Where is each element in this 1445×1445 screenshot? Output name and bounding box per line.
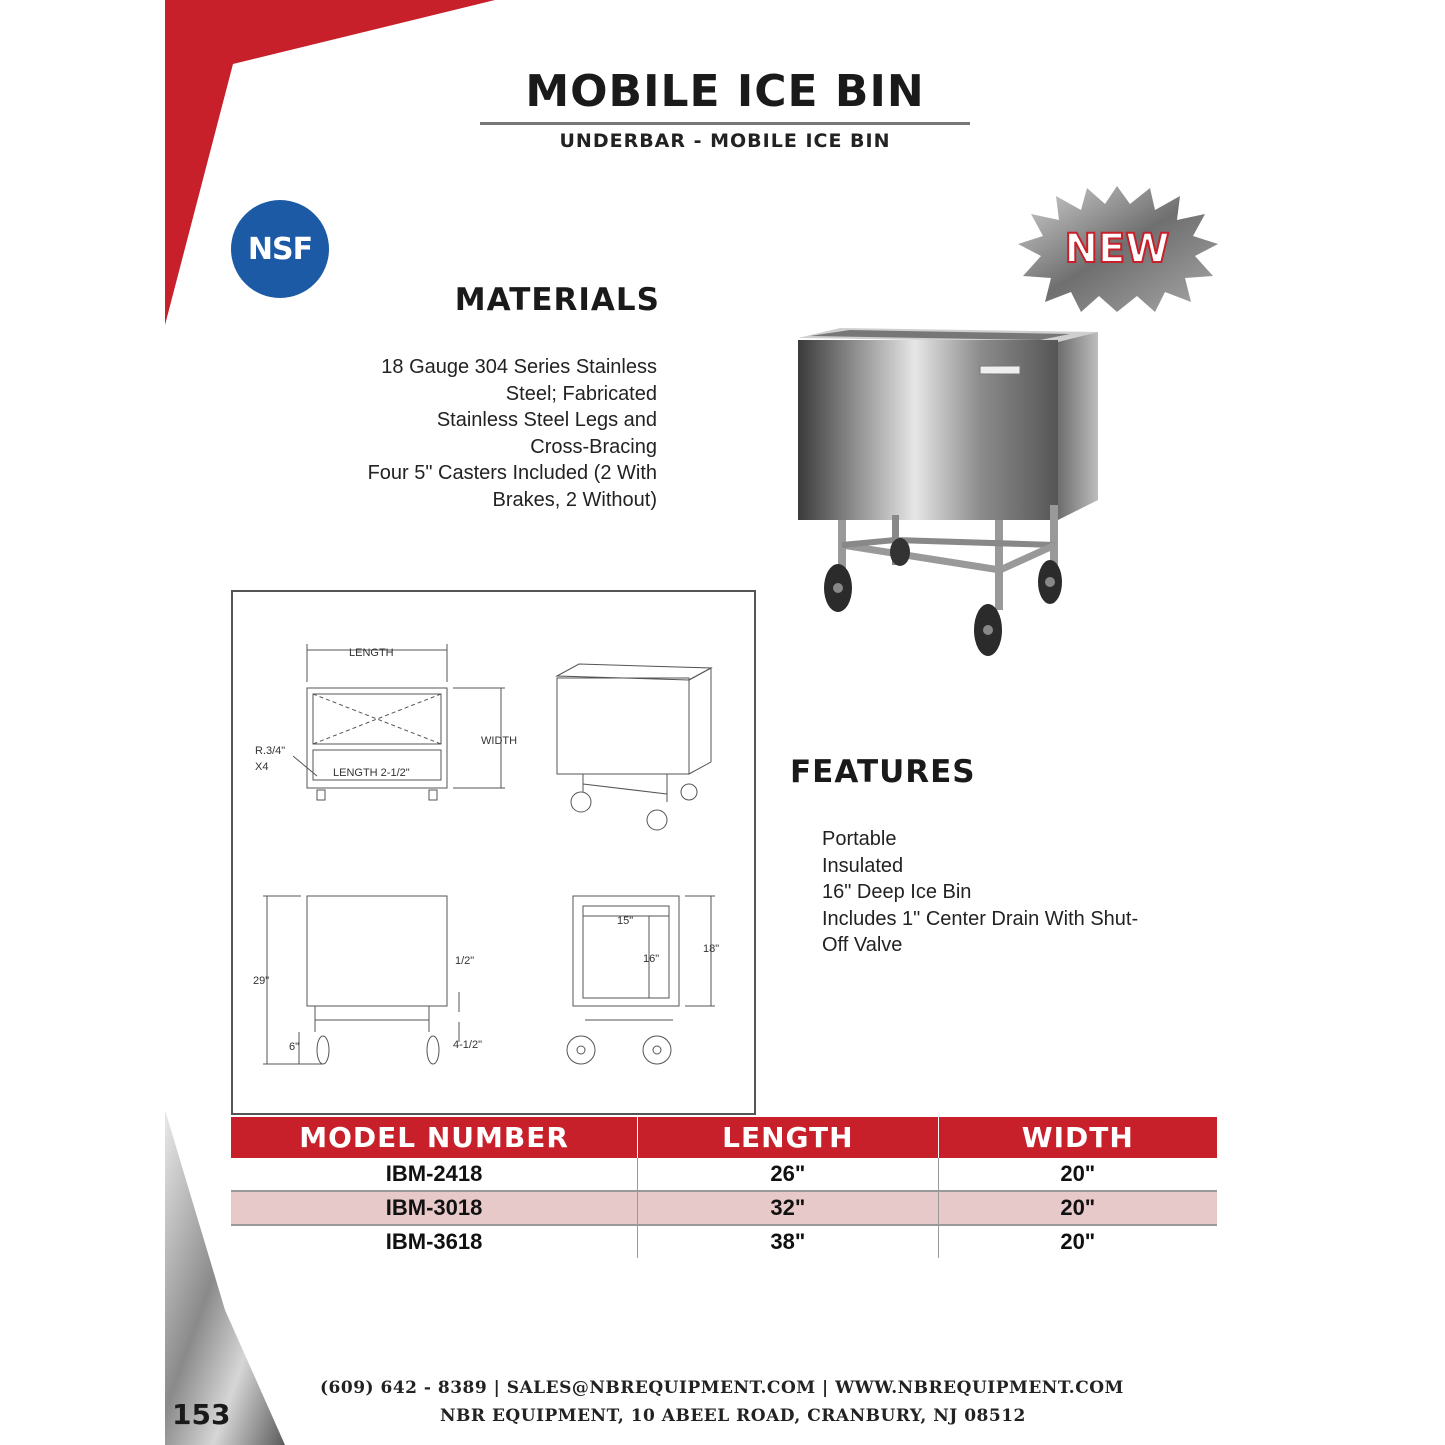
- materials-line: 18 Gauge 304 Series Stainless: [381, 356, 657, 378]
- dim-total-height-label: 29": [253, 975, 270, 987]
- model-spec-table: [231, 1117, 1217, 1258]
- table-row: [231, 1158, 1217, 1190]
- cell-model: IBM-3618: [231, 1226, 638, 1258]
- materials-line: Brakes, 2 Without): [492, 488, 657, 511]
- new-starburst-badge: [1015, 184, 1220, 314]
- product-photo-ice-bin: [760, 300, 1220, 720]
- table-row: [231, 1226, 1217, 1258]
- dim-inner-width-label: 15": [617, 915, 634, 927]
- technical-drawing-panel: [231, 590, 756, 1115]
- header-model-number: MODEL NUMBER: [231, 1117, 638, 1158]
- cell-length: 32": [638, 1192, 938, 1224]
- features-list: [822, 826, 1182, 959]
- page-number: 153: [172, 1398, 231, 1431]
- new-badge-text: NEW: [1064, 226, 1170, 272]
- feature-line: Insulated: [822, 854, 904, 877]
- dim-radius-label: R.3/4": [255, 745, 286, 757]
- feature-line: Includes 1" Center Drain With Shut-: [822, 907, 1139, 930]
- nsf-logo-text: NSF: [247, 231, 313, 267]
- dim-brace-height-label: 4-1/2": [453, 1039, 482, 1051]
- cell-width: 20": [1060, 1161, 1096, 1186]
- materials-heading: MATERIALS: [454, 282, 660, 318]
- materials-line: Four 5" Casters Included (2 With: [367, 462, 657, 484]
- footer-address-line: NBR EQUIPMENT, 10 ABEEL ROAD, CRANBURY, NJ 08512: [440, 1406, 1026, 1426]
- dim-half-inch-label: 1/2": [455, 955, 475, 967]
- cell-width: 20": [1060, 1229, 1096, 1254]
- header-width: WIDTH: [1021, 1121, 1134, 1154]
- feature-line: Off Valve: [822, 934, 903, 956]
- dim-inner-depth-label: 16": [643, 953, 660, 965]
- dim-inner-length-label: LENGTH 2-1/2": [333, 767, 410, 779]
- dim-caster-height-label: 6": [289, 1041, 300, 1053]
- dim-width-label: WIDTH: [481, 735, 518, 747]
- cell-width: 20": [1060, 1195, 1096, 1220]
- materials-line: Steel; Fabricated: [505, 382, 657, 405]
- table-header-row: [231, 1117, 1217, 1158]
- materials-list: [300, 354, 657, 513]
- feature-line: 16" Deep Ice Bin: [822, 881, 972, 903]
- technical-drawing: [233, 592, 754, 1113]
- nsf-certification-logo: [231, 200, 329, 298]
- cell-length: 38": [638, 1226, 938, 1258]
- header-length: LENGTH: [638, 1117, 938, 1158]
- table-row: [231, 1190, 1217, 1226]
- cell-model: IBM-2418: [231, 1158, 638, 1190]
- page-subtitle: UNDERBAR - MOBILE ICE BIN: [559, 130, 891, 152]
- page-title: MOBILE ICE BIN: [480, 62, 970, 125]
- materials-line: Cross-Bracing: [530, 435, 657, 458]
- dim-outer-depth-label: 18": [703, 943, 720, 955]
- cell-length: 26": [638, 1158, 938, 1190]
- cell-model: IBM-3018: [231, 1192, 638, 1224]
- dim-radius-count-label: X4: [255, 761, 269, 773]
- features-heading: FEATURES: [790, 754, 976, 790]
- footer-contact-line: (609) 642 - 8389 | SALES@NBREQUIPMENT.COM | WWW.NBREQUIPMENT.COM: [320, 1378, 1124, 1398]
- materials-line: Stainless Steel Legs and: [436, 409, 657, 431]
- red-corner-decoration: [165, 0, 495, 330]
- dim-length-label: LENGTH: [349, 647, 394, 659]
- feature-line: Portable: [822, 828, 897, 850]
